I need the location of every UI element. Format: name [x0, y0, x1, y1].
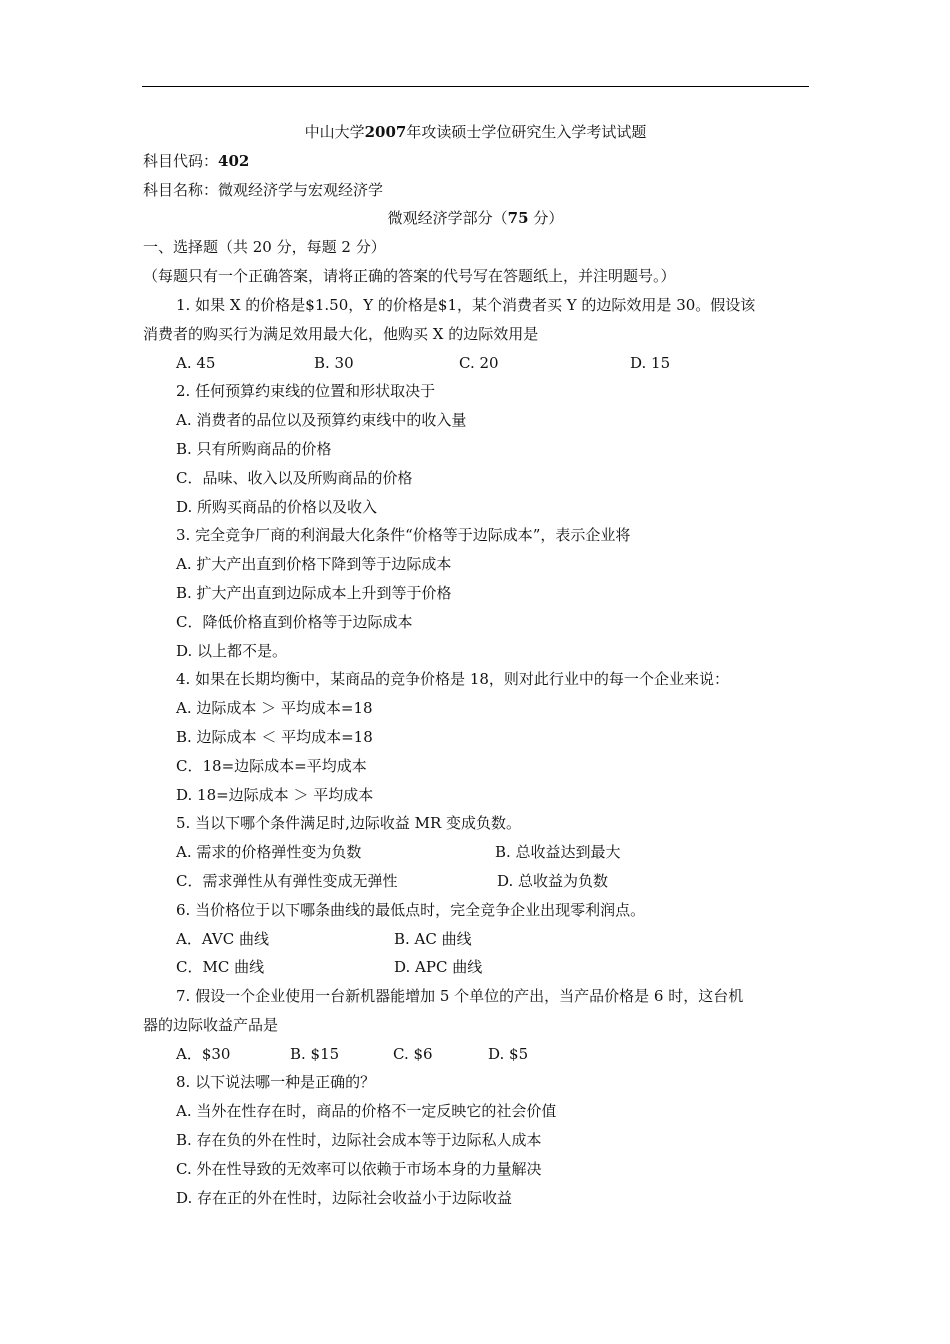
question-6-option-b: B. AC 曲线: [394, 930, 472, 948]
subject-code: [143, 151, 249, 171]
title-year: 2007: [364, 123, 407, 141]
question-5-option-c: C．需求弹性从有弹性变成无弹性: [176, 872, 398, 890]
subject-code-value: 402: [218, 152, 250, 170]
title-suffix: 年攻读硕士学位研究生入学考试试题: [406, 123, 647, 141]
question-1-option-b: B. 30: [314, 354, 354, 372]
section-points: 75: [507, 209, 529, 227]
question-6-option-d: D. APC 曲线: [394, 958, 483, 976]
question-2-option-a: A. 消费者的品位以及预算约束线中的收入量: [176, 411, 467, 429]
question-6-stem: 6. 当价格位于以下哪条曲线的最低点时，完全竞争企业出现零利润点。: [176, 901, 646, 919]
question-7-option-b: B. $15: [290, 1045, 340, 1063]
question-5-option-d: D. 总收益为负数: [497, 872, 609, 890]
question-8-option-b: B. 存在负的外在性时，边际社会成本等于边际私人成本: [176, 1131, 542, 1149]
question-4-option-b: B. 边际成本 ＜ 平均成本=18: [176, 728, 373, 746]
part-title: 一、选择题（共 20 分，每题 2 分）: [143, 238, 386, 256]
question-3-stem: 3. 完全竞争厂商的利润最大化条件“价格等于边际成本”，表示企业将: [176, 526, 631, 544]
question-7-option-d: D. $5: [488, 1045, 529, 1063]
question-3-option-d: D. 以上都不是。: [176, 642, 288, 660]
question-3-option-b: B. 扩大产出直到边际成本上升到等于价格: [176, 584, 452, 602]
question-2-stem: 2. 任何预算约束线的位置和形状取决于: [176, 382, 436, 400]
header-rule: [142, 86, 809, 87]
question-7-option-c: C. $6: [393, 1045, 433, 1063]
question-7-option-a: A．$30: [176, 1045, 231, 1063]
question-8-stem: 8. 以下说法哪一种是正确的？: [176, 1073, 376, 1091]
question-8-option-a: A. 当外在性存在时，商品的价格不一定反映它的社会价值: [176, 1102, 557, 1120]
question-4-option-c: C．18=边际成本=平均成本: [176, 757, 367, 775]
question-1-option-a: A. 45: [176, 354, 216, 372]
question-1-option-c: C. 20: [459, 354, 499, 372]
subject-name-value: 微观经济学与宏观经济学: [218, 181, 384, 199]
section-title: [142, 208, 809, 228]
title-prefix: 中山大学: [304, 123, 365, 141]
question-5-stem: 5. 当以下哪个条件满足时,边际收益 MR 变成负数。: [176, 814, 522, 832]
question-4-option-a: A. 边际成本 ＞ 平均成本=18: [176, 699, 373, 717]
question-2-option-b: B. 只有所购商品的价格: [176, 440, 332, 458]
question-7-stem-cont: 器的边际收益产品是: [143, 1016, 279, 1034]
exam-title: [142, 122, 809, 142]
question-5-option-a: A. 需求的价格弹性变为负数: [176, 843, 362, 861]
instruction-text: （每题只有一个正确答案，请将正确的答案的代号写在答题纸上，并注明题号。）: [143, 267, 676, 285]
question-5-option-b: B. 总收益达到最大: [495, 843, 621, 861]
question-7-stem: 7. 假设一个企业使用一台新机器能增加 5 个单位的产出，当产品价格是 6 时，这台机: [176, 987, 744, 1005]
section-title-suffix: 分）: [528, 209, 564, 227]
question-4-option-d: D. 18=边际成本 ＞ 平均成本: [176, 786, 374, 804]
question-1-option-d: D. 15: [630, 354, 671, 372]
question-8-option-d: D. 存在正的外在性时，边际社会收益小于边际收益: [176, 1189, 513, 1207]
question-1-stem-cont: 消费者的购买行为满足效用最大化，他购买 X 的边际效用是: [143, 325, 539, 343]
question-2-option-d: D. 所购买商品的价格以及收入: [176, 498, 378, 516]
question-1-stem: 1. 如果 X 的价格是$1.50，Y 的价格是$1，某个消费者买 Y 的边际效用是 30。假设该: [176, 296, 756, 314]
subject-code-label: 科目代码：: [143, 152, 219, 170]
subject-name: [143, 180, 383, 200]
subject-name-label: 科目名称：: [143, 181, 219, 199]
question-6-option-a: A．AVC 曲线: [176, 930, 269, 948]
question-3-option-a: A. 扩大产出直到价格下降到等于边际成本: [176, 555, 452, 573]
question-2-option-c: C．品味、收入以及所购商品的价格: [176, 469, 413, 487]
section-title-prefix: 微观经济学部分（: [387, 209, 508, 227]
question-4-stem: 4. 如果在长期均衡中，某商品的竞争价格是 18，则对此行业中的每一个企业来说：: [176, 670, 729, 688]
question-8-option-c: C. 外在性导致的无效率可以依赖于市场本身的力量解决: [176, 1160, 542, 1178]
question-6-option-c: C．MC 曲线: [176, 958, 265, 976]
question-3-option-c: C．降低价格直到价格等于边际成本: [176, 613, 413, 631]
